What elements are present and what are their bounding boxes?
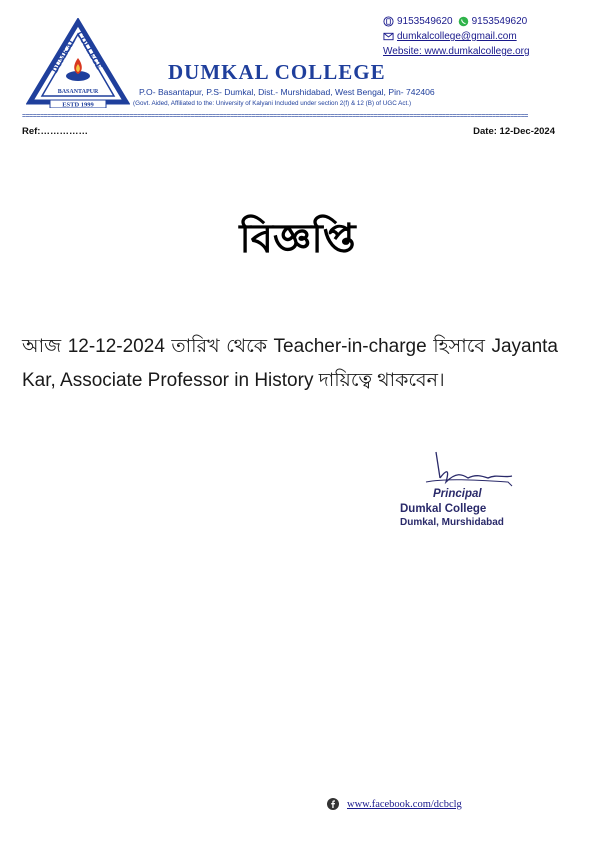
whatsapp-icon xyxy=(458,16,469,27)
signature-title: Principal xyxy=(433,488,482,500)
college-name: DUMKAL COLLEGE xyxy=(168,60,386,84)
reference-number: Ref:…………… xyxy=(22,126,88,137)
logo-college-text: DUMKAL COLLEGE xyxy=(49,29,105,75)
phone-number[interactable]: 9153549620 xyxy=(397,16,453,27)
college-affiliation: (Govt. Aided, Affiliated to the: University of Kalyani Included under section 2(f) & 12 (B) of UGC Act.) xyxy=(133,100,412,107)
website-row xyxy=(383,44,530,59)
facebook-link[interactable]: www.facebook.com/dcbclg xyxy=(347,798,462,810)
notice-title: বিজ্ঞপ্তি xyxy=(239,217,356,261)
notice-body: আজ 12-12-2024 তারিখ থেকে Teacher-in-charge হিসাবে Jayanta Kar, Associate Professor in History দায়িত্বে থাকবেন। xyxy=(22,336,558,391)
footer xyxy=(327,798,462,810)
signature-place: Dumkal, Murshidabad xyxy=(400,517,504,528)
phone-icon xyxy=(383,16,394,27)
whatsapp-number[interactable]: 9153549620 xyxy=(471,16,528,27)
college-logo xyxy=(26,18,130,108)
college-address: P.O- Basantapur, P.S- Dumkal, Dist.- Murshidabad, West Bengal, Pin- 742406 xyxy=(139,87,435,97)
facebook-icon xyxy=(327,798,339,810)
logo-place-text: BASANTAPUR xyxy=(57,89,99,95)
phone-row xyxy=(383,14,530,29)
signature-college: Dumkal College xyxy=(400,503,487,515)
logo-estd-text: ESTD 1999 xyxy=(62,101,94,108)
header-divider: ============================================================================================================================================= xyxy=(22,113,528,120)
website-link[interactable]: Website: www.dumkalcollege.org xyxy=(383,46,530,57)
email-link[interactable]: dumkalcollege@gmail.com xyxy=(397,31,517,42)
contact-block xyxy=(383,14,530,59)
notice-date: Date: 12-Dec-2024 xyxy=(473,126,555,137)
email-icon xyxy=(383,31,394,42)
signature-block xyxy=(400,488,504,529)
email-row xyxy=(383,29,530,44)
